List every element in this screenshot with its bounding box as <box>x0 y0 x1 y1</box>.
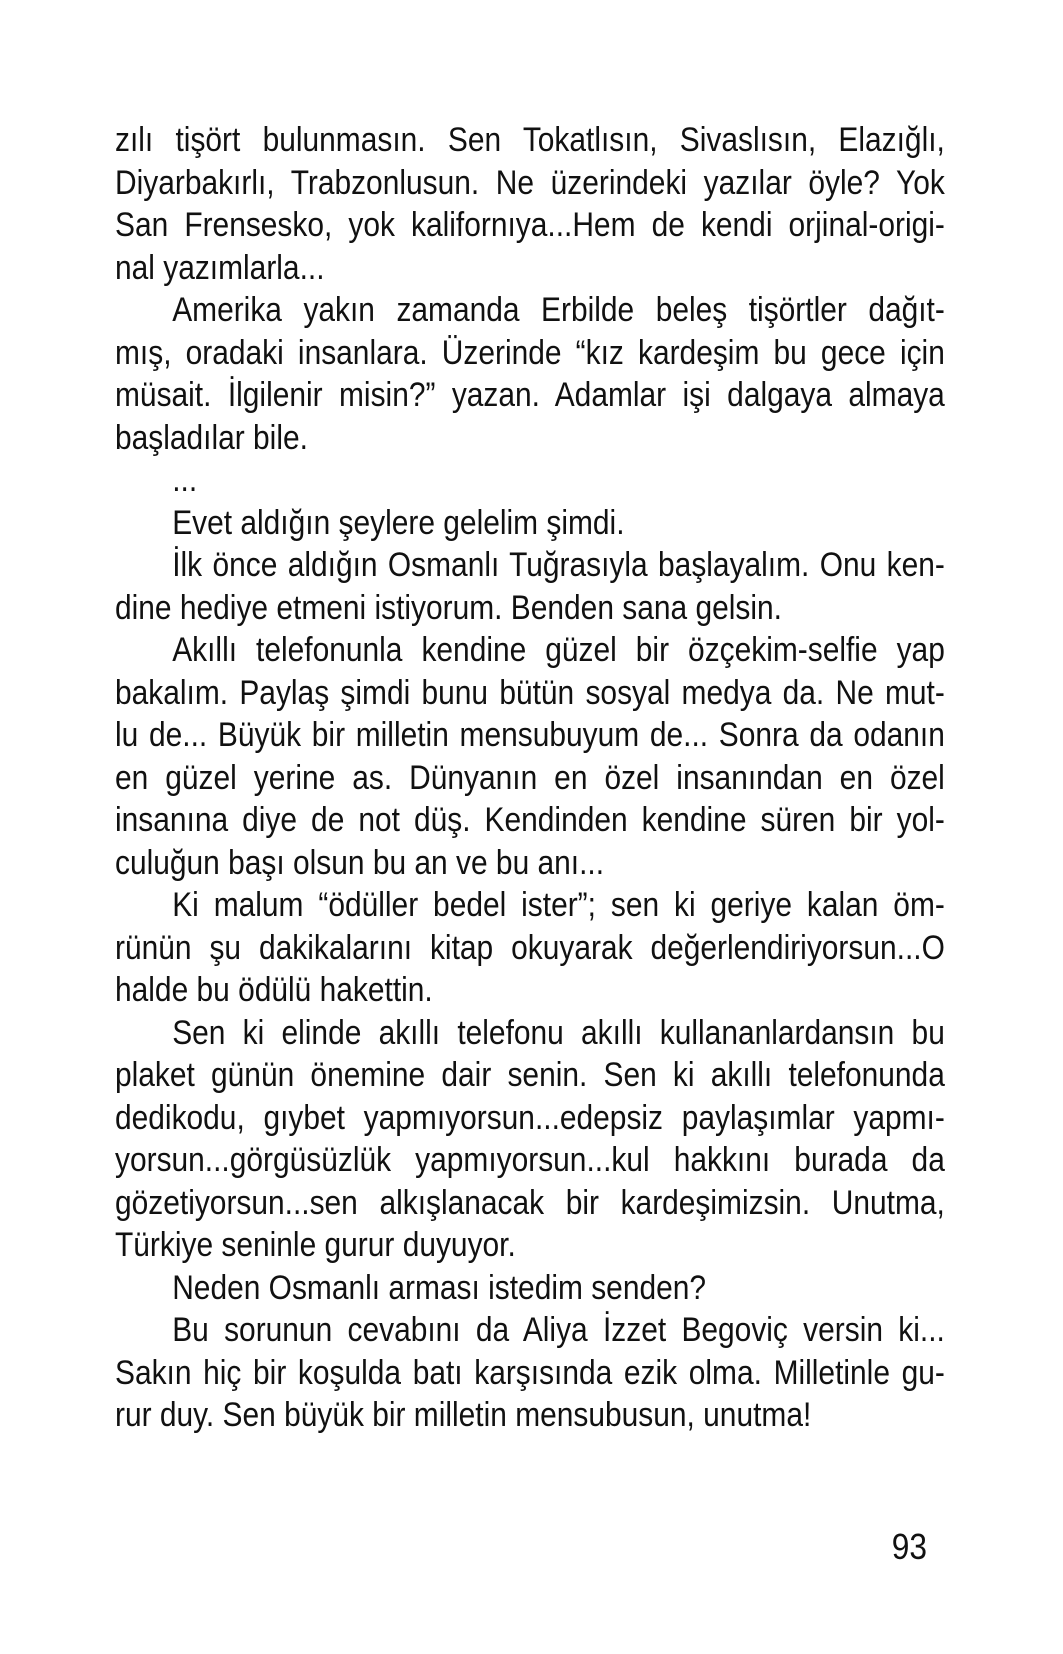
paragraph-line: dedikodu, gıybet yapmıyorsun...edepsiz paylaşımlar yapmı- <box>115 1098 945 1137</box>
paragraph-line: yorsun...görgüsüzlük yapmıyorsun...kul hakkını burada da <box>115 1141 945 1179</box>
paragraph-line: başladılar bile. <box>115 418 308 457</box>
paragraph <box>115 119 945 289</box>
paragraph-line: San Frensesko, yok kalifornıya...Hem de kendi orjinal-origi- <box>115 206 945 244</box>
paragraph-line: mış, oradaki insanlara. Üzerinde “kız kardeşim bu gece için <box>115 333 945 372</box>
paragraph <box>115 629 945 884</box>
paragraph-line: rur duy. Sen büyük bir milletin mensubusun, unutma! <box>115 1396 812 1434</box>
paragraph-line: Evet aldığın şeylere gelelim şimdi. <box>172 503 625 542</box>
paragraph-line: Ki malum “ödüller bedel ister”; sen ki geriye kalan öm- <box>172 886 945 924</box>
paragraph <box>115 1012 945 1267</box>
paragraph-line: Bu sorunun cevabını da Aliya İzzet Begoviç versin ki... <box>172 1311 945 1349</box>
paragraph-line: Türkiye seninle gurur duyuyor. <box>115 1226 516 1264</box>
paragraph-line: dine hediye etmeni istiyorum. Benden sana gelsin. <box>115 588 782 627</box>
paragraph <box>115 544 945 629</box>
paragraph-line: insanına diye de not düş. Kendinden kendine süren bir yol- <box>115 801 945 839</box>
paragraph-line: Diyarbakırlı, Trabzonlusun. Ne üzerindeki yazılar öyle? Yok <box>115 163 945 202</box>
text-block <box>115 119 945 1437</box>
paragraph-line: İlk önce aldığın Osmanlı Tuğrasıyla başlayalım. Onu ken- <box>172 546 945 584</box>
paragraph <box>115 289 945 459</box>
page-number: 93 <box>891 1526 927 1567</box>
paragraph-line: ... <box>172 461 198 499</box>
paragraph-line: plaket günün önemine dair senin. Sen ki akıllı telefonunda <box>115 1056 945 1094</box>
paragraph-line: nal yazımlarla... <box>115 248 325 287</box>
paragraph-line: Sen ki elinde akıllı telefonu akıllı kullananlardansın bu <box>172 1013 945 1052</box>
paragraph <box>115 459 945 502</box>
paragraph <box>115 1309 945 1437</box>
paragraph-line: halde bu ödülü hakettin. <box>115 971 433 1009</box>
paragraph-line: zılı tişört bulunmasın. Sen Tokatlısın, Sivaslısın, Elazığlı, <box>115 121 945 159</box>
paragraph-line: culuğun başı olsun bu an ve bu anı... <box>115 843 605 882</box>
paragraph <box>115 884 945 1012</box>
paragraph-line: lu de... Büyük bir milletin mensubuyum de... Sonra da odanın <box>115 716 945 754</box>
paragraph-line: Neden Osmanlı arması istedim senden? <box>172 1268 707 1307</box>
paragraph-line: bakalım. Paylaş şimdi bunu bütün sosyal medya da. Ne mut- <box>115 673 945 712</box>
paragraph <box>115 502 945 545</box>
paragraph-line: müsait. İlgilenir misin?” yazan. Adamlar işi dalgaya almaya <box>115 376 945 414</box>
paragraph <box>115 1267 945 1310</box>
paragraph-line: en güzel yerine as. Dünyanın en özel insanından en özel <box>115 758 945 797</box>
paragraph-line: gözetiyorsun...sen alkışlanacak bir kardeşimizsin. Unutma, <box>115 1183 945 1222</box>
paragraph-line: Amerika yakın zamanda Erbilde beleş tişörtler dağıt- <box>172 291 945 329</box>
paragraph-line: rünün şu dakikalarını kitap okuyarak değerlendiriyorsun...O <box>115 928 945 967</box>
paragraph-line: Sakın hiç bir koşulda batı karşısında ezik olma. Milletinle gu- <box>115 1353 945 1392</box>
paragraph-line: Akıllı telefonunla kendine güzel bir özçekim-selfie yap <box>172 631 945 669</box>
